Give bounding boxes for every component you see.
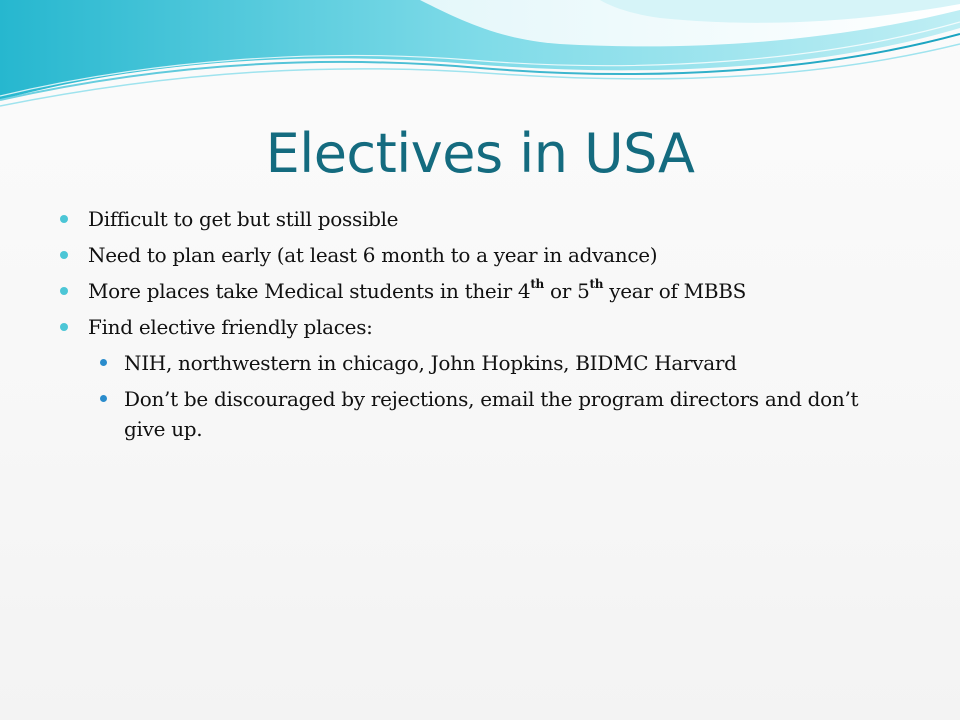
bullet-dot-icon [60, 251, 68, 259]
bullet-text-part: year of MBBS [603, 279, 747, 303]
sub-bullet-item [60, 384, 900, 444]
bullet-text: Need to plan early (at least 6 month to a year in advance) [88, 243, 658, 267]
bullet-dot-icon [60, 287, 68, 295]
sub-bullet-text: NIH, northwestern in chicago, John Hopkins, BIDMC Harvard [124, 351, 737, 375]
slide-content [60, 204, 900, 450]
bullet-item [60, 312, 900, 342]
bullet-dot-icon [60, 215, 68, 223]
sub-bullet-dot-icon [100, 359, 107, 366]
sub-bullet-item [60, 348, 900, 378]
superscript: th [530, 277, 544, 292]
bullet-item [60, 204, 900, 234]
bullet-text-part: More places take Medical students in their 4 [88, 279, 531, 303]
bullet-item [60, 240, 900, 270]
bullet-text: Find elective friendly places: [88, 315, 373, 339]
slide-title: Electives in USA [265, 122, 695, 185]
sub-bullet-text: Don’t be discouraged by rejections, email the program directors and don’t give up. [124, 387, 859, 441]
bullet-item [60, 276, 900, 306]
superscript: th [589, 277, 604, 292]
sub-bullet-dot-icon [100, 395, 107, 402]
bullet-text: Difficult to get but still possible [88, 207, 399, 231]
header-wave-decoration [0, 0, 960, 120]
bullet-text-part: or 5 [543, 279, 590, 303]
bullet-dot-icon [60, 323, 68, 331]
